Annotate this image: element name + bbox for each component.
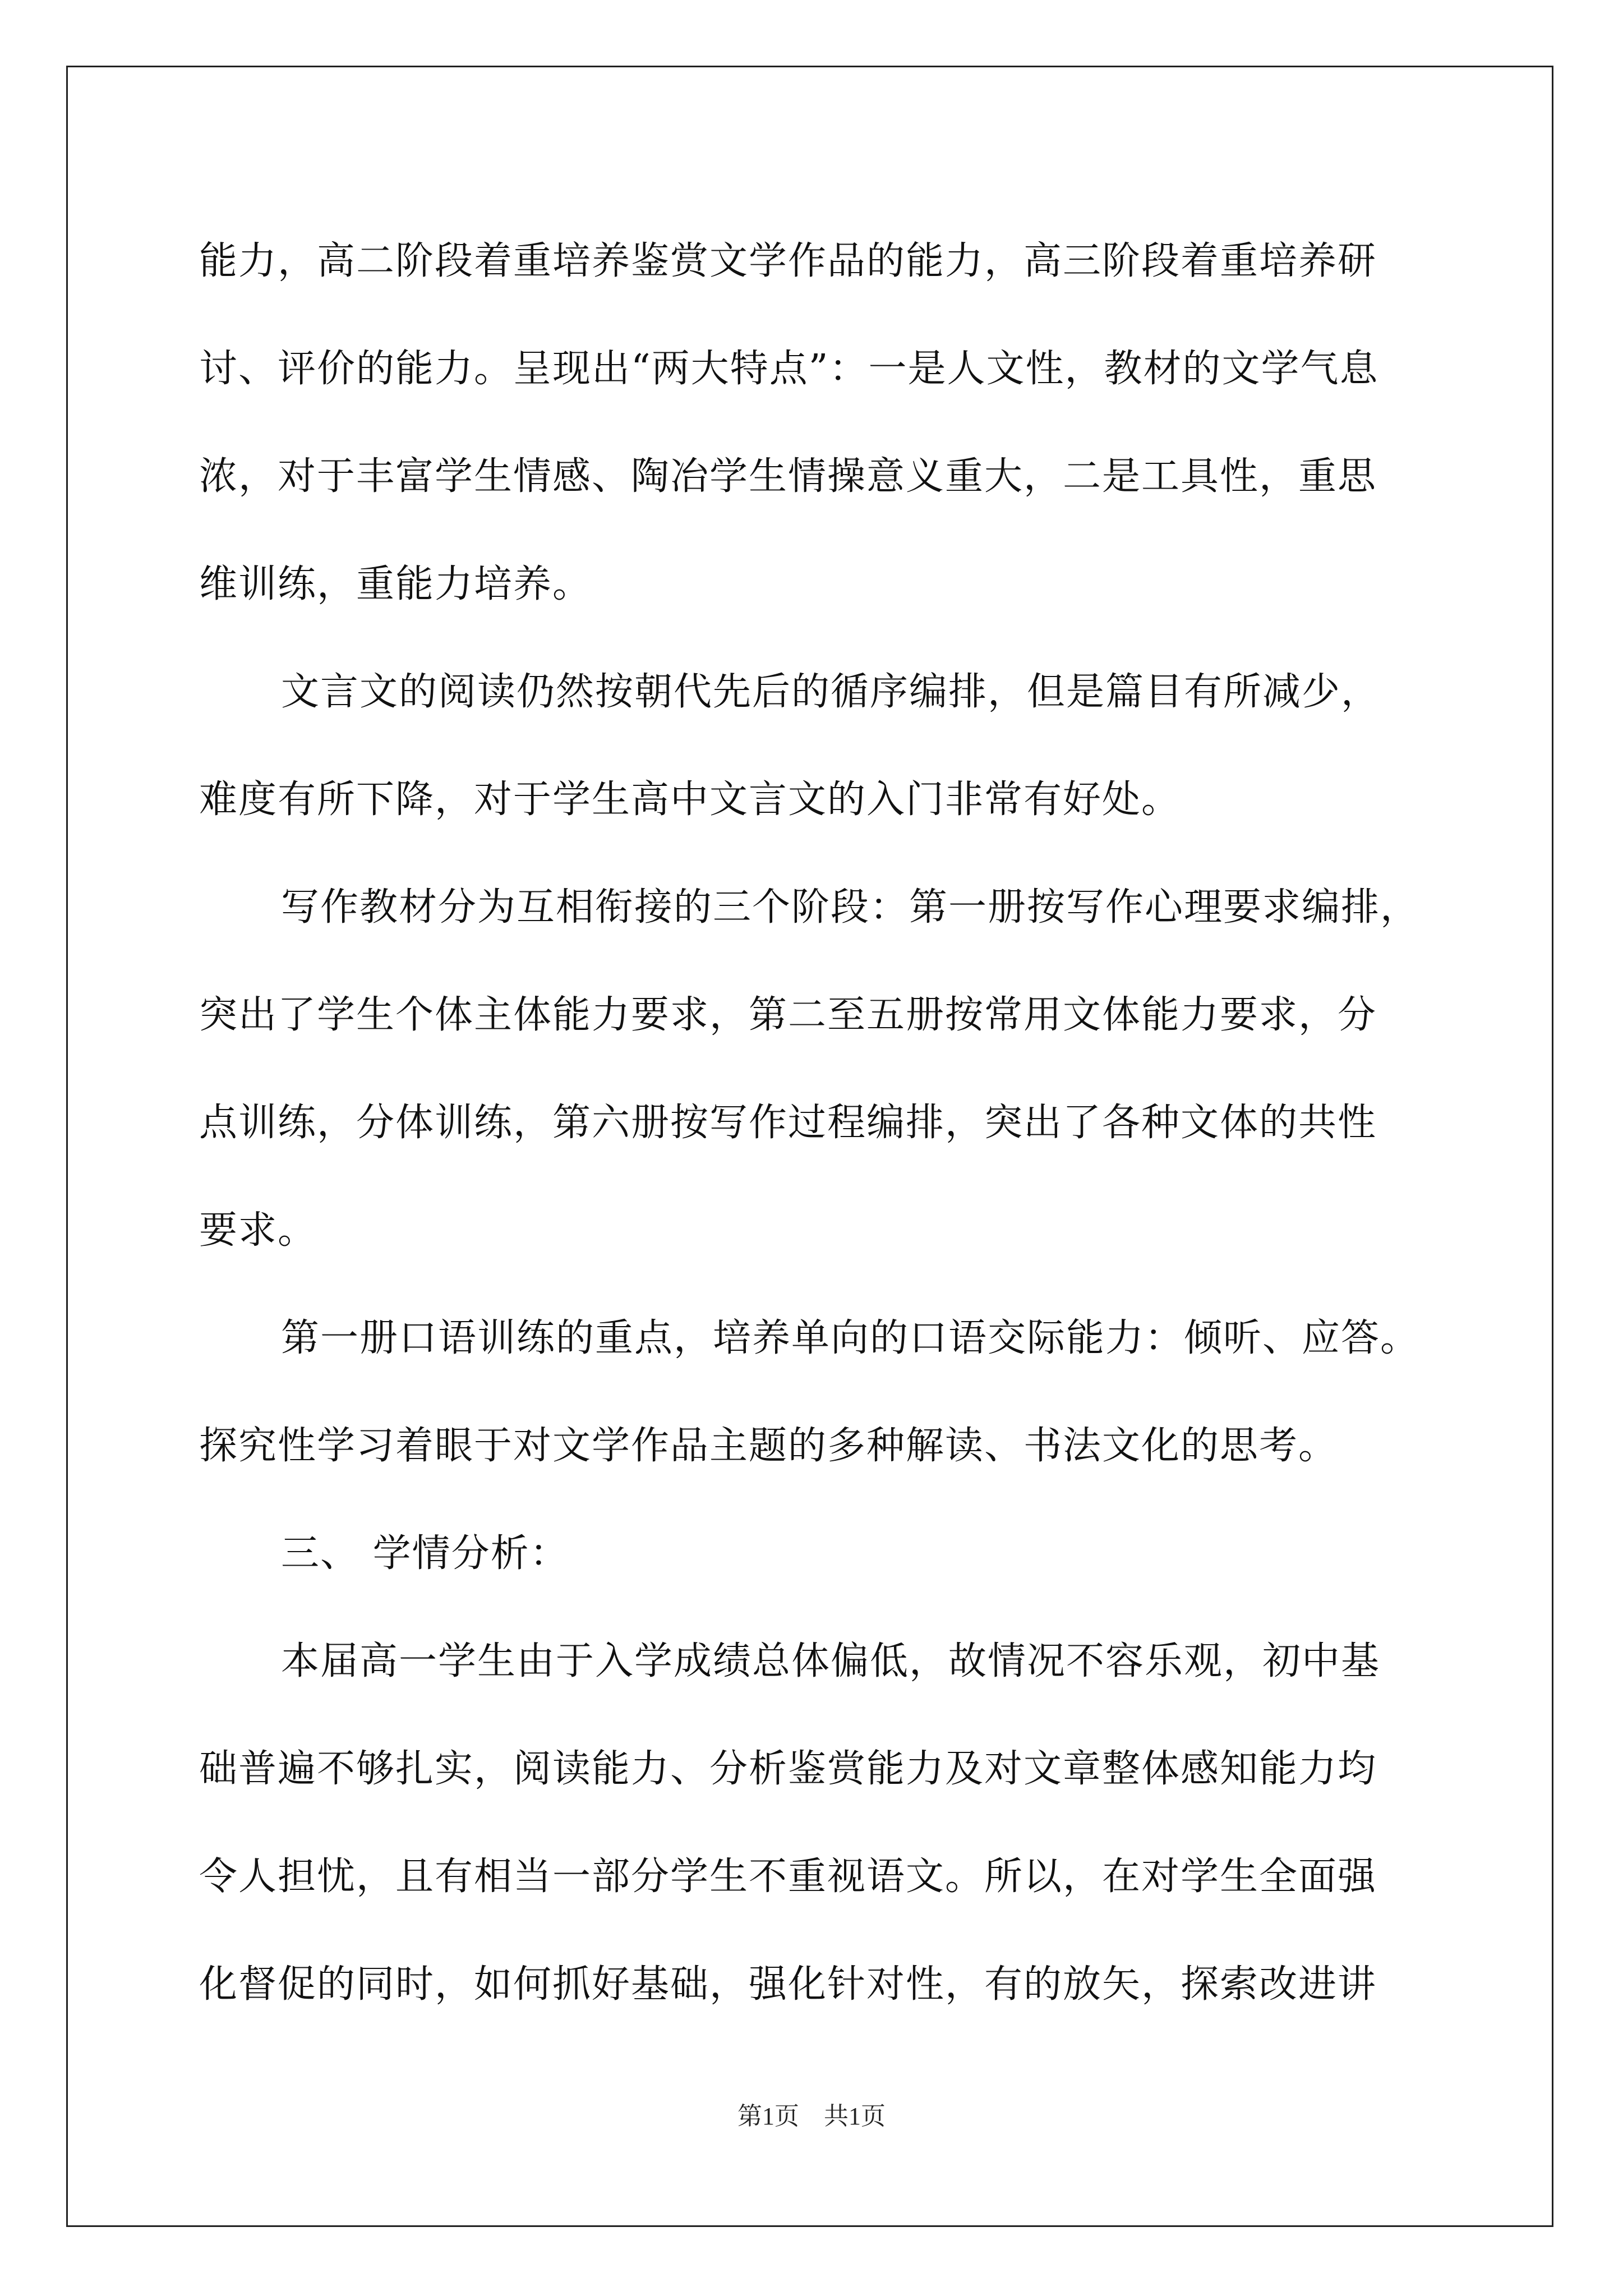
text-line-5: 文言文的阅读仍然按朝代先后的循序编排，但是篇目有所减少， xyxy=(281,670,1381,714)
text-line-8: 突出了学生个体主体能力要求，第二至五册按常用文体能力要求，分 xyxy=(199,993,1377,1037)
text-line-17: 化督促的同时，如何抓好基础，强化针对性，有的放矢，探索改进讲 xyxy=(199,1962,1377,2007)
text-line-14: 本届高一学生由于入学成绩总体偏低，故情况不容乐观，初中基 xyxy=(281,1639,1381,1683)
text-line-15: 础普遍不够扎实，阅读能力、分析鉴赏能力及对文章整体感知能力均 xyxy=(199,1747,1377,1791)
text-line-4: 维训练，重能力培养。 xyxy=(199,562,592,606)
text-line-9: 点训练，分体训练，第六册按写作过程编排，突出了各种文体的共性 xyxy=(199,1101,1377,1145)
text-line-12: 探究性学习着眼于对文学作品主题的多种解读、书法文化的思考。 xyxy=(199,1424,1338,1468)
text-line-3: 浓，对于丰富学生情感、陶冶学生情操意义重大，二是工具性，重思 xyxy=(199,454,1377,499)
text-line-2: 讨、评价的能力。呈现出“两大特点”：一是人文性，教材的文学气息 xyxy=(199,347,1379,391)
document-body xyxy=(199,208,1427,2039)
section-heading: 三、 学情分析： xyxy=(281,1531,569,1576)
text-line-7: 写作教材分为互相衔接的三个阶段：第一册按写作心理要求编排， xyxy=(281,885,1420,930)
page-footer: 第1页 共1页 xyxy=(737,2102,886,2130)
text-line-10: 要求。 xyxy=(199,1208,317,1253)
text-line-16: 令人担忧，且有相当一部分学生不重视语文。所以，在对学生全面强 xyxy=(199,1855,1377,1899)
text-line-1: 能力，高二阶段着重培养鉴赏文学作品的能力，高三阶段着重培养研 xyxy=(199,239,1377,283)
text-line-11: 第一册口语训练的重点，培养单向的口语交际能力：倾听、应答。 xyxy=(281,1316,1420,1360)
text-line-6: 难度有所下降，对于学生高中文言文的入门非常有好处。 xyxy=(199,777,1181,822)
